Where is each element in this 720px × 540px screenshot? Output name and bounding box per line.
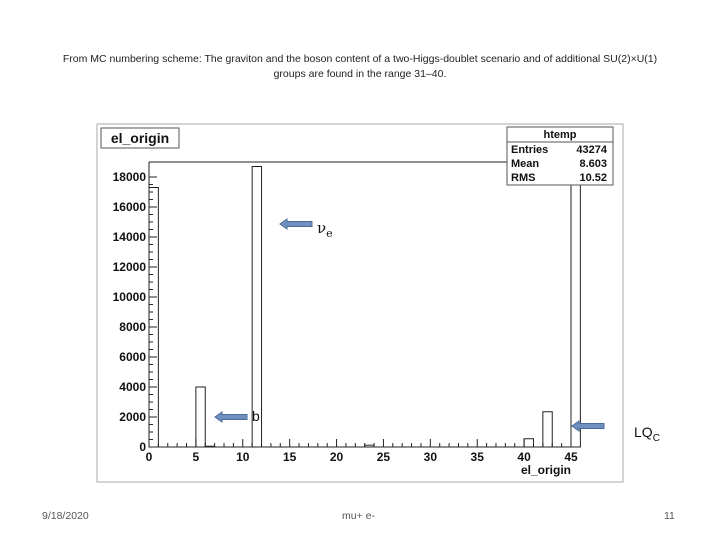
y-tick-label: 12000 xyxy=(112,260,146,274)
lqc-annotation xyxy=(634,424,660,444)
lqc-subscript: C xyxy=(652,432,660,444)
stats-label: Entries xyxy=(511,144,549,156)
y-tick-label: 10000 xyxy=(112,290,146,304)
lqc-label: LQ xyxy=(634,424,653,440)
caption-line-2: groups are found in the range 31–40. xyxy=(273,68,447,80)
stats-box xyxy=(507,127,613,185)
arrow-left-icon xyxy=(279,218,313,230)
caption-line-1: From MC numbering scheme: The graviton and the boson content of a two-Higgs-doublet scenario and of additional SU(2)×U(1) xyxy=(62,53,658,65)
b-annotation: b xyxy=(252,408,260,424)
y-tick-label: 2000 xyxy=(119,410,146,424)
y-tick-label: 0 xyxy=(139,440,146,454)
x-axis-label: el_origin xyxy=(520,463,571,477)
stats-value: 8.603 xyxy=(579,158,607,170)
x-tick-label: 40 xyxy=(517,450,531,464)
footer-date: 9/18/2020 xyxy=(42,510,89,522)
x-tick-label: 25 xyxy=(376,450,391,464)
nu-e-subscript: e xyxy=(326,227,333,240)
x-tick-label: 20 xyxy=(329,450,344,464)
stats-label: RMS xyxy=(511,172,536,184)
nu-e-annotation xyxy=(317,219,333,240)
stats-title: htemp xyxy=(543,129,577,141)
x-tick-label: 30 xyxy=(423,450,438,464)
x-tick-label: 10 xyxy=(236,450,250,464)
y-tick-label: 14000 xyxy=(112,230,146,244)
nu-e-symbol: ν xyxy=(317,219,327,237)
y-tick-label: 8000 xyxy=(119,320,146,334)
arrow-left-icon xyxy=(214,411,248,423)
y-tick-label: 18000 xyxy=(112,170,146,184)
chart-title: el_origin xyxy=(110,130,170,146)
x-tick-label: 45 xyxy=(564,450,578,464)
histogram-bar xyxy=(205,446,214,447)
footer-center: mu+ e- xyxy=(342,510,375,522)
stats-label: Mean xyxy=(511,158,540,170)
y-tick-label: 16000 xyxy=(112,200,146,214)
x-tick-label: 35 xyxy=(470,450,484,464)
stats-value: 43274 xyxy=(576,144,607,156)
x-tick-label: 0 xyxy=(145,450,153,464)
x-tick-label: 5 xyxy=(192,450,200,464)
y-tick-label: 4000 xyxy=(119,380,146,394)
y-tick-label: 6000 xyxy=(119,350,146,364)
arrow-left-icon xyxy=(571,420,605,432)
page-number: 11 xyxy=(664,510,675,522)
stats-value: 10.52 xyxy=(579,172,607,184)
x-tick-label: 15 xyxy=(282,450,297,464)
